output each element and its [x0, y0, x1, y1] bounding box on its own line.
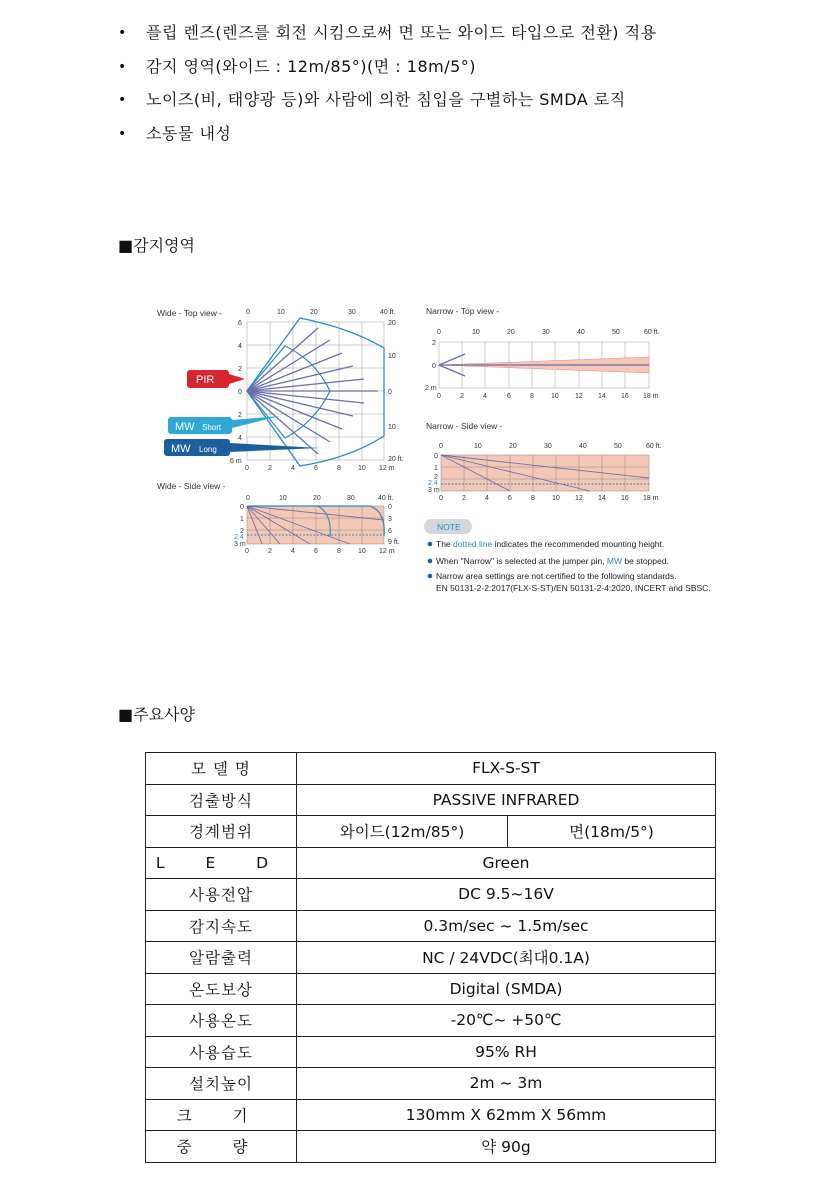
svg-text:4: 4: [485, 495, 489, 502]
svg-text:PIR: PIR: [196, 374, 215, 386]
table-row: [146, 1036, 716, 1068]
spec-label: 사용온도: [146, 1005, 297, 1037]
spec-table: [145, 752, 716, 1163]
table-row: [146, 973, 716, 1005]
narrow-side-fill: [441, 455, 649, 491]
svg-text:30: 30: [544, 443, 552, 450]
svg-text:0: 0: [439, 495, 443, 502]
wide-top-ft-ticks: [246, 309, 396, 316]
wide-side-m-ticks: [245, 548, 395, 555]
svg-text:0: 0: [240, 504, 244, 511]
svg-text:6: 6: [238, 320, 242, 327]
table-row: [146, 942, 716, 974]
svg-text:0: 0: [388, 504, 392, 511]
svg-text:20: 20: [313, 495, 321, 502]
spec-value: 0.3m/sec ~ 1.5m/sec: [297, 910, 716, 942]
svg-text:10: 10: [551, 393, 559, 400]
spec-value: 와이드(12m/85°): [297, 816, 508, 848]
svg-text:12: 12: [575, 495, 583, 502]
svg-text:8: 8: [531, 495, 535, 502]
wide-side-ft-ticks: [246, 495, 394, 502]
table-row: [146, 784, 716, 816]
wide-side-fill: [247, 506, 384, 544]
svg-text:6: 6: [314, 548, 318, 555]
mw-short-badge: [168, 416, 280, 434]
svg-text:2 m: 2 m: [425, 385, 437, 392]
svg-text:0: 0: [245, 548, 249, 555]
svg-text:18 m: 18 m: [643, 495, 659, 502]
svg-text:0: 0: [439, 443, 443, 450]
svg-text:30: 30: [347, 495, 355, 502]
svg-text:4: 4: [238, 343, 242, 350]
svg-text:Short: Short: [202, 423, 222, 432]
svg-text:6: 6: [508, 495, 512, 502]
spec-value: Green: [297, 847, 716, 879]
svg-text:Long: Long: [199, 445, 217, 454]
detection-diagram: [150, 298, 750, 603]
svg-text:10: 10: [472, 329, 480, 336]
spec-value: FLX-S-ST: [297, 753, 716, 785]
spec-value: PASSIVE INFRARED: [297, 784, 716, 816]
note-line-2: When "Narrow" is selected at the jumper pin, MW be stopped.: [436, 556, 669, 566]
svg-text:3 m: 3 m: [428, 487, 440, 494]
note-text: [428, 539, 711, 593]
svg-text:2: 2: [460, 393, 464, 400]
wide-side-right-axis: [388, 504, 400, 546]
svg-text:20 ft.: 20 ft.: [388, 456, 404, 463]
spec-label: 경계범위: [146, 816, 297, 848]
note-line-4: EN 50131-2-2:2017(FLX-S-ST)/EN 50131-2-4:2020, INCERT and SBSC.: [436, 583, 711, 593]
svg-text:MW: MW: [175, 421, 195, 433]
svg-text:0: 0: [238, 389, 242, 396]
svg-text:60 ft.: 60 ft.: [646, 443, 662, 450]
wide-side-title: Wide - Side view -: [157, 481, 226, 491]
svg-text:8: 8: [337, 548, 341, 555]
spec-label: 검출방식: [146, 784, 297, 816]
svg-text:2.4: 2.4: [234, 534, 244, 541]
svg-text:30: 30: [542, 329, 550, 336]
svg-text:2: 2: [434, 474, 438, 481]
svg-text:4: 4: [238, 435, 242, 442]
spec-value: DC 9.5~16V: [297, 879, 716, 911]
svg-text:4: 4: [483, 393, 487, 400]
narrow-side-m-ticks: [439, 495, 659, 502]
svg-text:10: 10: [358, 548, 366, 555]
feature-item: • 플립 렌즈(렌즈를 회전 시킴으로써 면 또는 와이드 타입으로 전환) 적용: [118, 20, 657, 54]
table-row: [146, 1068, 716, 1100]
pir-rays: [247, 328, 378, 454]
table-row: [146, 847, 716, 879]
svg-text:6: 6: [388, 528, 392, 535]
svg-text:4: 4: [291, 465, 295, 472]
spec-label: 설치높이: [146, 1068, 297, 1100]
spec-label: 크 기: [146, 1099, 297, 1131]
svg-text:2: 2: [462, 495, 466, 502]
svg-text:6: 6: [314, 465, 318, 472]
narrow-top-left-axis: [425, 340, 437, 392]
svg-text:10: 10: [474, 443, 482, 450]
note-line-3: Narrow area settings are not certified to the following standards.: [436, 571, 677, 581]
table-row: [146, 1131, 716, 1163]
narrow-top-title: Narrow - Top view -: [426, 306, 500, 316]
mw-long-badge: [164, 439, 320, 456]
svg-text:12 m: 12 m: [379, 465, 395, 472]
narrow-top-ft-ticks: [437, 329, 660, 336]
table-row: [146, 753, 716, 785]
svg-text:14: 14: [598, 495, 606, 502]
svg-text:20: 20: [509, 443, 517, 450]
svg-text:10: 10: [358, 465, 366, 472]
svg-text:12 m: 12 m: [379, 548, 395, 555]
table-row: [146, 816, 716, 848]
table-row: [146, 910, 716, 942]
feature-item: • 소동물 내성: [118, 121, 657, 155]
feature-item: • 감지 영역(와이드 : 12m/85°)(면 : 18m/5°): [118, 54, 657, 88]
spec-value: -20℃~ +50℃: [297, 1005, 716, 1037]
spec-label: 온도보상: [146, 973, 297, 1005]
spec-label: 감지속도: [146, 910, 297, 942]
mw-long-boundary: [247, 318, 384, 466]
svg-text:4: 4: [291, 548, 295, 555]
pir-badge: [187, 370, 245, 388]
spec-label: 사용습도: [146, 1036, 297, 1068]
svg-text:10: 10: [552, 495, 560, 502]
svg-text:20: 20: [310, 309, 318, 316]
svg-text:3: 3: [388, 516, 392, 523]
svg-text:NOTE: NOTE: [437, 522, 461, 532]
svg-text:2: 2: [268, 548, 272, 555]
svg-text:50: 50: [614, 443, 622, 450]
table-row: [146, 879, 716, 911]
spec-value: NC / 24VDC(최대0.1A): [297, 942, 716, 974]
svg-text:60 ft.: 60 ft.: [644, 329, 660, 336]
svg-text:0: 0: [434, 453, 438, 460]
table-row: [146, 1005, 716, 1037]
note-badge: [424, 519, 472, 534]
svg-text:2: 2: [238, 412, 242, 419]
svg-text:6: 6: [507, 393, 511, 400]
wide-top-title: Wide - Top view -: [157, 308, 223, 318]
svg-text:16: 16: [621, 495, 629, 502]
svg-text:6 m: 6 m: [230, 458, 242, 465]
svg-text:10: 10: [388, 353, 396, 360]
svg-text:40: 40: [577, 329, 585, 336]
section-title-detection: ■감지영역: [118, 236, 195, 255]
svg-text:16: 16: [621, 393, 629, 400]
svg-text:2: 2: [240, 528, 244, 535]
svg-text:40 ft.: 40 ft.: [378, 495, 394, 502]
narrow-side-title: Narrow - Side view -: [426, 421, 503, 431]
spec-label: L E D: [146, 847, 297, 879]
svg-text:2.4: 2.4: [428, 480, 438, 487]
svg-text:40: 40: [579, 443, 587, 450]
spec-label: 모 델 명: [146, 753, 297, 785]
detection-area-figure: [150, 298, 750, 603]
wide-top-right-axis: [388, 320, 404, 463]
svg-text:8: 8: [530, 393, 534, 400]
table-row: [146, 1099, 716, 1131]
svg-text:8: 8: [337, 465, 341, 472]
svg-text:2: 2: [238, 366, 242, 373]
svg-text:10: 10: [279, 495, 287, 502]
svg-text:18 m: 18 m: [643, 393, 659, 400]
svg-text:0: 0: [245, 465, 249, 472]
note-line-1: The dotted line indicates the recommended mounting height.: [436, 539, 665, 549]
section-title-specs: ■주요사양: [118, 705, 195, 724]
svg-text:10: 10: [277, 309, 285, 316]
svg-text:20: 20: [388, 320, 396, 327]
spec-value: 약 90g: [297, 1131, 716, 1163]
svg-text:0: 0: [246, 495, 250, 502]
wide-top-m-ticks: [245, 465, 395, 472]
svg-text:30: 30: [348, 309, 356, 316]
svg-text:12: 12: [575, 393, 583, 400]
feature-list: [118, 20, 657, 154]
svg-text:0: 0: [388, 389, 392, 396]
spec-value: 130mm X 62mm X 56mm: [297, 1099, 716, 1131]
spec-value: 2m ~ 3m: [297, 1068, 716, 1100]
spec-label: 중 량: [146, 1131, 297, 1163]
spec-value: 95% RH: [297, 1036, 716, 1068]
svg-text:1: 1: [240, 516, 244, 523]
spec-label: 사용전압: [146, 879, 297, 911]
svg-text:40 ft.: 40 ft.: [380, 309, 396, 316]
svg-text:14: 14: [598, 393, 606, 400]
narrow-top-rays: [439, 354, 649, 376]
svg-text:0: 0: [246, 309, 250, 316]
spec-value: 면(18m/5°): [508, 816, 716, 848]
svg-text:0: 0: [437, 329, 441, 336]
svg-text:2: 2: [268, 465, 272, 472]
svg-text:1: 1: [434, 465, 438, 472]
svg-text:0: 0: [432, 363, 436, 370]
svg-text:9 ft.: 9 ft.: [388, 539, 400, 546]
svg-text:2: 2: [432, 340, 436, 347]
narrow-side-ft-ticks: [439, 443, 662, 450]
spec-label: 알람출력: [146, 942, 297, 974]
narrow-side-left-axis: [428, 453, 440, 494]
svg-text:0: 0: [437, 393, 441, 400]
wide-side-left-axis: [234, 504, 246, 548]
svg-text:3 m: 3 m: [234, 541, 246, 548]
spec-value: Digital (SMDA): [297, 973, 716, 1005]
narrow-top-m-ticks: [437, 393, 659, 400]
svg-text:10: 10: [388, 424, 396, 431]
svg-text:20: 20: [507, 329, 515, 336]
svg-text:MW: MW: [171, 443, 191, 455]
feature-item: • 노이즈(비, 태양광 등)와 사람에 의한 침입을 구별하는 SMDA 로직: [118, 87, 657, 121]
svg-text:50: 50: [612, 329, 620, 336]
